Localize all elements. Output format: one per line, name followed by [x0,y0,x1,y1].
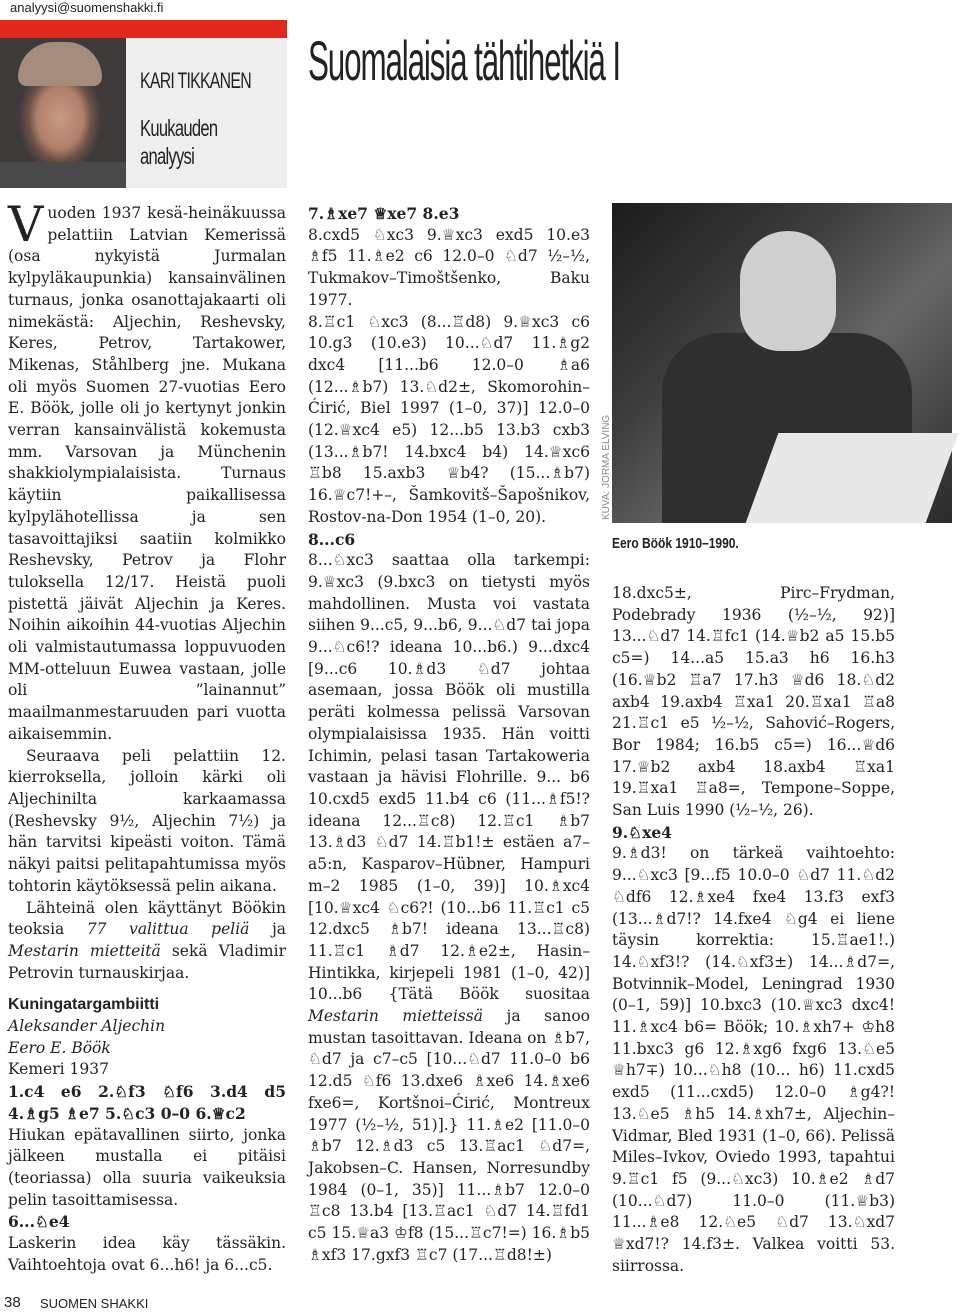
page-number: 38 [4,1294,21,1311]
column-3: 18.dxc5±, Pirc–Frydman, Podebrady 1936 (½–½, 92)] 13...♘d7 14.♖fc1 (14.♕b2 a5 15.b5 c5=) 14...a5 15.a3 h6 16.h3 (16.♕b2 ♖a7 17.h3 ♕d6 18.♘d2 axb4 19.axb4 ♖xa1 20.♖xa1 ♖a8 21.♖c1 e5 ½–½, Sahović–Rogers, Bor 1984; 16.b5 c5=) 16...♕d6 17.♕b2 axb4 18.axb4 ♖xa1 19.♖xa1 ♖a8=, Tempone–Soppe, San Luis 1990 (½–½, 26). 9.♘xe4 9.♗d3! on tärkeä vaihtoehto: 9...♘xc3 [9...f5 10.0–0 ♘d7 11.♘d2 ♘df6 12.♗xe4 fxe4 13.f3 exf3 (13...♗d7!? 14.fxe4 ♘g4 ei liene täysin korrektia: 15.♖ae1!.) 14.♘xf3!? (14.♘xf3±) 14...♗d7=, Botvinnik–Model, Leningrad 1930 (0–1, 59)] 10.bxc3 (10.♕xc3 dxc4! 11.♗xc4 b6= Böök; 10.♗xh7+ ♔h8 11.bxc3 g6 12.♗xg6 fxg6 13.♘e5 ♕h7∓) 10...♘h8 (10... h6) 11.cxd5 exd5 (11...cxd5) 12.0–0 ♗g4?! 13.♘e5 ♗h5 14.♗xh7±, Aljechin–Vidmar, Bled 1931 (1–0, 66). Pelissä Miles–Ivkov, Oviedo 1993, tapahtui 9.♖c1 f5 (9...♘xc3) 10.♗e2 ♗d7 (10...♘d7) 11.0–0 (11.♕b3) 11...♗e8 12.♘e5 ♘d7 13.♘xd7 ♕xd7!? 14.f3±. Valkea voitti 53. siirrossa. [612,584,896,1275]
column-title: Kuukauden analyysi [140,115,218,169]
author-box [0,38,287,188]
black-player: Eero E. Böök [8,1038,111,1057]
magazine-name: SUOMEN SHAKKI [40,1296,149,1311]
photo-eero-book [612,203,952,523]
photo-credit: KUVA: JORMA ELVING [601,414,612,520]
author-name: KARI TIKKANEN [140,68,251,93]
column-1: Vuoden 1937 kesä-heinäkuussa pelattiin Latvian Kemerissä (osa nykyistä Jurmalan kylpyläkaupunkia) kansainvälinen turnaus, jonka osanottajakaarti oli nimekästä: Aljechin, Reshevsky, Keres, Petrov, Tartakower, Mikenas, Ståhlberg jne. Mukana oli myös Suomen 27-vuotias Eero E. Böök, jolle oli jo kertynyt jonkin verran kansainvälistä kokemusta mm. Varsovan ja Münchenin shakkiolympialaisista. Turnaus käytiin paikallisessa kylpylähotellissa ja sen tasavoittajiksi saatiin kolmikko Reshevsky, Petrov ja Flohr tuloksella 12/17. Heistä puoli pistettä jäivät Aljechin ja Keres. Noihin aikoihin 44-vuotias Aljechin oli valmistautumassa loppuvuoden MM-otteluun Euwea vastaan, jolle oli ”lainannut” maailmanmestaruuden pari vuotta aikaisemmin. Seuraava peli pelattiin 12. kierroksella, jolloin kärki oli Aljechinilta karkaamassa (Reshevsky 9½, Aljechin 7½) ja hän tarvitsi kipeästi voiton. Tämä näkyi paitsi pelitapahtumissa myös tohtorin käytöksessä pelin aikana. Lähteinä olen käyttänyt Böökin teoksia 77 valittua peliä ja Mestarin mietteitä sekä Vladimir Petrovin turnauskirjaa. Kuningatargambiitti Aleksander Aljechin Eero E. Böök Kemeri 1937 1.c4 e6 2.♘f3 ♘f6 3.d4 d5 4.♗g5 ♗e7 5.♘c3 0–0 6.♕c2 Hiukan epätavallinen siirto, jonka jälkeen mustalla ei pitäisi (teoriassa) olla suuria vaikeuksia pelin tasoittamisessa. 6...♘e4 Laskerin idea käy tässäkin. Vaihtoehtoja ovat 6...h6! ja 6...c5. [8,196,286,1274]
event: Kemeri 1937 [8,1060,109,1079]
header-red-bar [0,20,287,38]
white-player: Aleksander Aljechin [8,1017,166,1036]
email-address: analyysi@suomenshakki.fi [10,0,164,15]
moves: 7.♗xe7 ♕xe7 8.e3 [308,204,460,223]
article-headline: Suomalaisia tähtihetkiä I [308,29,620,92]
column-2: 7.♗xe7 ♕xe7 8.e3 8.cxd5 ♘xc3 9.♕xc3 exd5 10.e3 ♗f5 11.♗e2 c6 12.0–0 ♘d7 ½–½, Tukmakov–Timoštšenko, Baku 1977. 8.♖c1 ♘xc3 (8...♖d8) 9.♕xc3 c6 10.g3 (10.e3) 10...♘d7 11.♗g2 dxc4 [11...b6 12.0–0 ♗a6 (12...♗b7) 13.♘d2±, Skomorohin–Ćirić, Biel 1997 (1–0, 37)] 12.0–0 (12.♕xc4 e5) 12...b5 13.b3 cxb3 (13...♗b7! 14.bxc4 b4) 14.♕xc6 ♖b8 15.axb3 ♕b4? (15...♗b7) 16.♕c7!+–, Šamkovitš–Šapošnikov, Rostov-na-Don 1954 (1–0, 20). 8...c6 8...♘xc3 saattaa olla tarkempi: 9.♕xc3 (9.bxc3 on tietysti myös mahdollinen. Musta voi vastata siihen 9...c5, 9...b6, 9...♘d7 tai jopa 9...♘c6!? ideana 10...b6.) 9...dxc4 [9...c6 10.♗d3 ♘d7 johtaa asemaan, jossa Böök oli mustilla peräti kolmessa pelissä Varsovan olympialaisissa 1935. Hän voitti Ichimin, pelasi tasan Tartakoweria vastaan ja hävisi Flohrille. 9... b6 10.cxd5 exd5 11.b4 c6 (11...♗f5!? ideana 12...♖c8) 12.♖c1 ♗b7 13.♗d3 ♘d7 14.♖b1!± estäen a7–a5:n, Kasparov–Hübner, Hampuri m–2 1985 (1–0, 39)] 10.♗xc4 [10.♕xc4 ♘c6?! (10...b6 11.♖c1 c5 12.dxc5 ♗b7! ideana 13...♖c8) 11.♖c1 ♗d7 12.♗e2±, Hasin–Hintikka, kirjepeli 1981 (1–0, 42)] 10...b6 {Tätä Böök suositaa Mestarin mietteissä ja sanoo mustan tasoittavan. Ideana on ♗b7, ♘d7 ja c7–c5 [10...♘d7 11.0–0 b6 12.d5 ♘f6 13.dxe6 ♗xe6 14.♗xe6 fxe6=, Kortšnoi–Ćirić, Montreux 1977 (½–½, 51)].} 11.♗e2 [11.0–0 ♗b7 12.♗d3 c5 13.♖ac1 ♘d7=, Jakobsen–C. Hansen, Norresundby 1984 (0–1, 35)] 11...♗b7 12.0–0 ♖c8 13.b4 [13.♖ac1 ♘d7 14.♖fd1 c5 15.♕a3 ♔f8 (15...♖c7!=) 16.♗b5 ♗xf3 17.gxf3 ♖c7 (17...♖d8!±) [308,204,591,1264]
photo-caption: Eero Böök 1910–1990. [612,535,739,552]
moves: 9.♘xe4 [612,822,672,842]
drop-cap: V [8,196,44,253]
author-portrait [0,38,126,188]
game-opening-title: Kuningatargambiitti [8,996,160,1014]
moves: 1.c4 e6 2.♘f3 ♘f6 3.d4 d5 4.♗g5 ♗e7 5.♘c3 0–0 6.♕c2 [8,1082,286,1123]
moves: 6...♘e4 [8,1212,70,1232]
moves: 8...c6 [308,529,356,549]
